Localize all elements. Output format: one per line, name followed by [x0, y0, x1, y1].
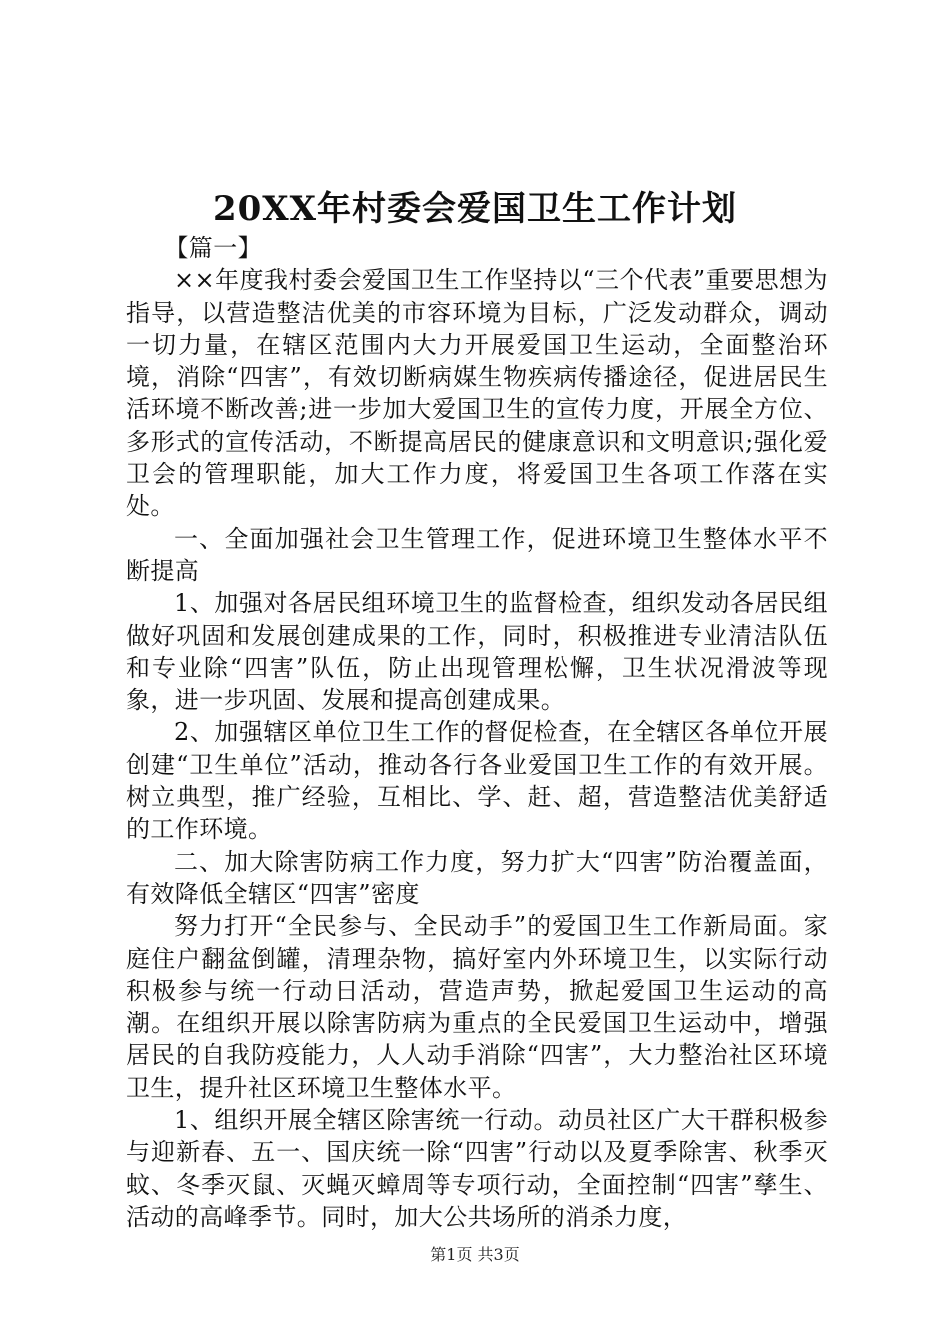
paragraph-section-two-item-1: 1、组织开展全辖区除害统一行动。动员社区广大干群积极参与迎新春、五一、国庆统一除“四害”行动以及夏季除害、秋季灭蚊、冬季灭鼠、灭蝇灭蟑周等专项行动，全面控制“四害”孳生、活动的高峰季节。同时，加大公共场所的消杀力度，: [126, 1106, 828, 1231]
paragraph-item-1: 1、加强对各居民组环境卫生的监督检查，组织发动各居民组做好巩固和发展创建成果的工作，同时，积极推进专业清洁队伍和专业除“四害”队伍，防止出现管理松懈，卫生状况滑波等现象，进一步巩固、发展和提高创建成果。: [126, 589, 828, 715]
heading-section-one: 一、全面加强社会卫生管理工作，促进环境卫生整体水平不断提高: [126, 524, 828, 585]
page-footer: 第1页 共3页: [430, 1245, 520, 1264]
document-title: 20XX年村委会爱国卫生工作计划: [212, 189, 738, 229]
paragraph-item-2: 2、加强辖区单位卫生工作的督促检查，在全辖区各单位开展创建“卫生单位”活动，推动各行各业爱国卫生工作的有效开展。树立典型，推广经验，互相比、学、赶、超，营造整洁优美舒适的工作环境。: [126, 718, 828, 844]
document-body: [126, 232, 828, 1233]
section-label: 【篇一】: [164, 234, 262, 262]
paragraph-intro: ××年度我村委会爱国卫生工作坚持以“三个代表”重要思想为指导，以营造整洁优美的市容环境为目标，广泛发动群众，调动一切力量，在辖区范围内大力开展爱国卫生运动，全面整治环境，消除“四害”，有效切断病媒生物疾病传播途径，促进居民生活环境不断改善;进一步加大爱国卫生的宣传力度，开展全方位、多形式的宣传活动，不断提高居民的健康意识和文明意识;强化爱卫会的管理职能，加大工作力度，将爱国卫生各项工作落在实处。: [126, 266, 828, 521]
heading-section-two: 二、加大除害防病工作力度，努力扩大“四害”防治覆盖面，有效降低全辖区“四害”密度: [126, 847, 828, 908]
paragraph-section-two-intro: 努力打开“全民参与、全民动手”的爱国卫生工作新局面。家庭住户翻盆倒罐，清理杂物，搞好室内外环境卫生，以实际行动积极参与统一行动日活动，营造声势，掀起爱国卫生运动的高潮。在组织开展以除害防病为重点的全民爱国卫生运动中，增强居民的自我防疫能力，人人动手消除“四害”，大力整治社区环境卫生，提升社区环境卫生整体水平。: [126, 912, 828, 1102]
